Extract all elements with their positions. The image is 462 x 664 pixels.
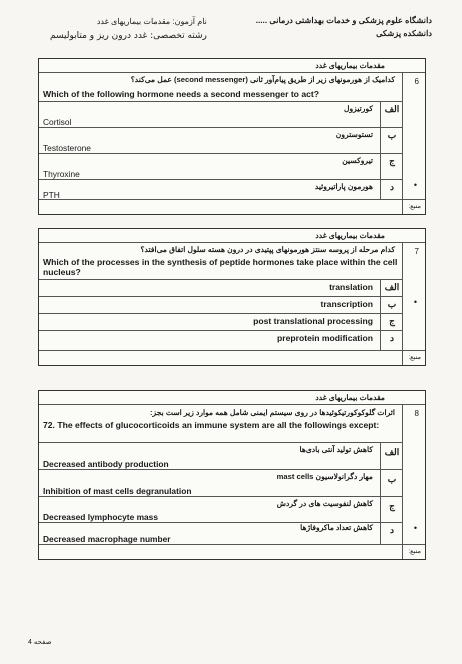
question-category: مقدمات بیماریهای غدد	[315, 61, 385, 70]
option-row	[39, 179, 403, 180]
option-b-en: Testosterone	[43, 143, 91, 153]
option-row	[39, 442, 403, 443]
option-d-en: PTH	[43, 190, 60, 200]
correct-answer-marker: •	[413, 180, 417, 190]
option-row	[39, 496, 403, 497]
page-number: صفحه 4	[28, 639, 52, 646]
option-a-letter: الف	[384, 104, 400, 114]
option-row	[39, 469, 403, 470]
university-name: دانشگاه علوم پزشکی و خدمات بهداشتی درمانی .....	[255, 16, 432, 25]
option-row	[39, 279, 403, 280]
option-d-fa: هورمون پاراتیروئید	[314, 182, 373, 191]
option-b-fa: تستوسترون	[335, 130, 373, 139]
exam-name: نام آزمون: مقدمات بیماریهای غدد	[96, 17, 207, 26]
question-stem-en: Which of the processes in the synthesis of peptide hormones take place within the cell nucleus?	[43, 257, 398, 277]
option-b-letter: ب	[387, 130, 397, 140]
source-label: منبع:	[408, 203, 421, 210]
option-row	[39, 296, 403, 297]
question-number: 7	[414, 247, 419, 256]
faculty-name: دانشکده پزشکی	[376, 29, 432, 38]
option-a-en: Decreased antibody production	[43, 459, 169, 469]
exam-field: رشته تخصصی: غدد درون ریز و متابولیسم	[50, 31, 207, 41]
question-category: مقدمات بیماریهای غدد	[315, 231, 385, 240]
source-label: منبع:	[408, 548, 421, 555]
question-stem-fa: کدام مرحله از پروسه سنتز هورمونهای پپتیدی در درون هسته سلول اتفاق می‌افتد؟	[140, 245, 395, 254]
option-b-letter: ب	[387, 474, 397, 484]
option-row	[39, 330, 403, 331]
question-stem-fa: کدامیک از هورمونهای زیر از طریق پیام‌آور ثانی (second messenger) عمل می‌کند؟	[130, 75, 395, 84]
option-row	[39, 313, 403, 314]
question-category: مقدمات بیماریهای غدد	[315, 393, 385, 402]
header-institution	[256, 14, 432, 40]
option-a-letter: الف	[384, 447, 400, 457]
option-row	[39, 127, 403, 128]
option-c-fa: کاهش لنفوسیت های در گردش	[276, 499, 373, 508]
question-number: 8	[414, 409, 419, 418]
question-block-7	[38, 228, 426, 366]
question-stem-en: 72. The effects of glucocorticoids an immune system are all the followings except:	[43, 420, 380, 430]
option-row	[39, 101, 403, 102]
question-number: 6	[414, 77, 419, 86]
option-c-en: post translational processing	[253, 316, 373, 326]
option-d-letter: د	[389, 525, 394, 535]
option-c-en: Thyroxine	[43, 169, 80, 179]
option-c-letter: ج	[389, 156, 395, 166]
option-c-fa: تیروکسین	[342, 156, 373, 165]
option-a-en: Cortisol	[43, 117, 72, 127]
option-a-letter: الف	[384, 282, 400, 292]
option-a-fa: کاهش تولید آنتی بادی‌ها	[299, 445, 373, 454]
correct-answer-marker: •	[413, 297, 417, 307]
question-block-6	[38, 58, 426, 215]
header-exam	[50, 14, 207, 44]
option-c-letter: ج	[389, 501, 395, 511]
question-block-8	[38, 390, 426, 560]
option-d-fa: کاهش تعداد ماکروفاژها	[300, 523, 373, 532]
option-b-en: transcription	[320, 299, 373, 309]
option-a-en: translation	[329, 282, 373, 292]
question-stem-fa: اثرات گلوکوکورتیکوئیدها در روی سیستم ایمنی شامل همه موارد زیر است بجز:	[150, 408, 395, 417]
option-row	[39, 153, 403, 154]
option-c-en: Decreased lymphocyte mass	[43, 512, 158, 522]
option-c-letter: ج	[389, 316, 395, 326]
option-d-letter: د	[389, 182, 394, 192]
correct-answer-marker: •	[413, 523, 417, 533]
option-d-letter: د	[389, 333, 394, 343]
option-d-en: Decreased macrophage number	[43, 534, 171, 544]
question-stem-en: Which of the following hormone needs a second messenger to act?	[43, 89, 319, 99]
option-b-en: Inhibition of mast cells degranulation	[43, 486, 192, 496]
source-label: منبع:	[408, 354, 421, 361]
option-d-en: preprotein modification	[277, 333, 373, 343]
option-a-fa: کورتیزول	[344, 104, 373, 113]
option-b-fa: مهار دگرانولاسیون mast cells	[276, 472, 373, 481]
option-b-letter: ب	[387, 299, 397, 309]
